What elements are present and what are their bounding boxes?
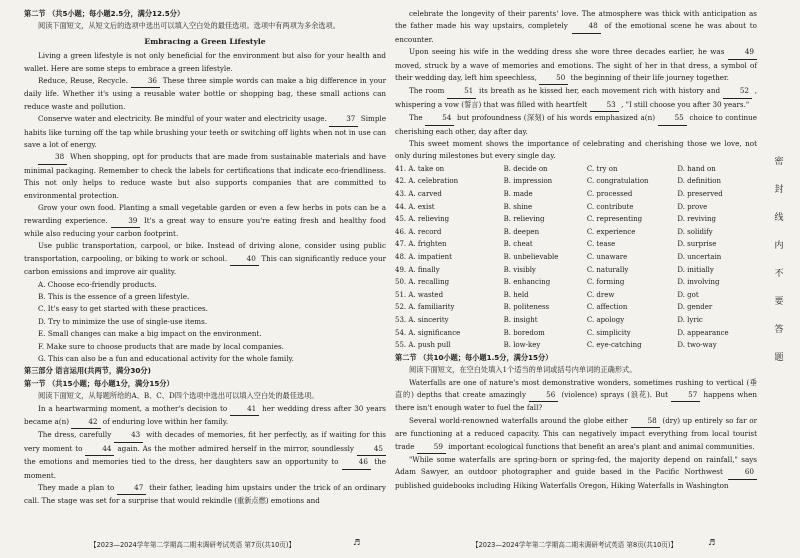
choice-option: C. forming	[586, 278, 625, 287]
paragraph-text: choice to continue cherishing each other, day after day.	[395, 113, 757, 136]
passage-paragraph	[24, 240, 386, 278]
option-item: B. This is the essence of a green lifestyle.	[38, 291, 190, 301]
cloze-blank: 47	[117, 482, 146, 495]
paragraph-text: Grow your own food. Planting a small vegetable garden or even a few herbs in pots can be a rewarding experience.	[24, 203, 386, 225]
paragraph-text: published guidebooks including Hiking Waterfalls Oregon, Hiking Waterfalls in Washington	[395, 480, 729, 490]
choice-option: 43. A. carved	[395, 190, 442, 199]
cloze-blank: 45	[357, 443, 386, 456]
choice-row	[395, 226, 757, 239]
fill-section-header: 第二节 （共10小题；每小题1.5分，满分15分）	[395, 352, 553, 362]
paragraph-text: In a heartwarming moment, a mother's decision to	[38, 403, 228, 413]
margin-character: 要	[774, 297, 784, 307]
paragraph-text: The room	[409, 86, 445, 96]
passage-paragraph	[24, 403, 386, 430]
paragraph-text: They made a plan to	[38, 483, 115, 493]
choice-option: D. preserved	[677, 190, 723, 199]
choice-option: B. unbelievable	[503, 253, 559, 262]
choice-option: C. processed	[586, 190, 633, 199]
choice-option: 44. A. exist	[395, 202, 435, 211]
passage-paragraph	[395, 138, 757, 163]
paragraph-text: The dress, carefully	[38, 430, 112, 440]
option-item: C. It's easy to get started with these practices.	[38, 304, 208, 314]
choice-option: C. congratulation	[586, 177, 649, 186]
margin-character: 题	[774, 353, 784, 363]
choice-option: B. low-key	[503, 341, 541, 350]
passage-paragraph	[24, 482, 386, 508]
reading-passage	[24, 50, 386, 278]
choice-option: D. initially	[677, 265, 714, 274]
answer-blank: 39	[111, 215, 140, 228]
choice-option: B. made	[503, 190, 533, 199]
cloze-blank: 42	[71, 416, 100, 429]
margin-character: 答	[774, 325, 784, 335]
sealing-line-margin	[770, 148, 788, 372]
section2-instructions: 阅读下面短文，从短文后的选项中选出可以填入空白处的最佳选项。选项中有两项为多余选项。	[38, 21, 340, 31]
paragraph-text: with decades of memories, fit her perfectly, as if waiting for this very moment to	[24, 430, 386, 453]
cloze-blank: 51	[447, 85, 476, 98]
cloze-blank: 54	[425, 112, 454, 125]
choice-option: D. involving	[677, 278, 720, 287]
paragraph-text: but profoundness (深刻) of his words emphasized a(n)	[457, 113, 656, 123]
paragraph-text: the moment.	[24, 457, 386, 480]
choice-option: B. impression	[503, 177, 553, 186]
cloze-blank: 46	[342, 456, 371, 469]
choice-option: B. relieving	[503, 215, 545, 224]
cloze-blank: 49	[728, 46, 757, 59]
passage-paragraph	[395, 377, 757, 415]
choice-option: D. uncertain	[677, 253, 722, 262]
choice-option: 50. A. recalling	[395, 278, 450, 287]
choice-option: B. insight	[503, 316, 538, 324]
choice-option: 49. A. finally	[395, 265, 440, 274]
fill-blank: 56	[529, 389, 558, 402]
choice-option: D. gender	[677, 303, 713, 312]
section1-header: 第一节 （共15小题；每小题1分，满分15分）	[24, 378, 174, 388]
paragraph-text: their father, leading him upstairs under the trick of an ordinary call. The stage was set for a surprise that would rekindle (重新点燃) emotions and	[24, 483, 386, 506]
choice-option: C. apology	[586, 316, 625, 324]
paragraph-text: This sweet moment shows the importance of celebrating and cherishing those we love, not only during milestones but every single day.	[395, 139, 757, 161]
choice-row	[395, 264, 757, 277]
right-column	[395, 8, 757, 492]
choice-option: C. tease	[586, 240, 616, 249]
paragraph-text: happens when there isn't enough water to fuel the fall?	[395, 390, 757, 413]
paragraph-text: Simple habits like turning off the tap while brushing your teeth or switching off lights when not in use can save a lot of energy.	[24, 114, 386, 150]
choice-option: 47. A. frighten	[395, 240, 447, 249]
choice-option: B. shine	[503, 202, 533, 211]
cloze-passage	[24, 403, 386, 508]
choice-option: B. enhancing	[503, 278, 551, 287]
choice-option: D. solidify	[677, 227, 713, 236]
answer-blank: 36	[131, 75, 160, 88]
paragraph-text: , whispering a vow (誓言) that was filled with heartfelt	[395, 86, 758, 109]
choice-option: 42. A. celebration	[395, 177, 459, 186]
passage-paragraph	[395, 85, 757, 112]
paragraph-text: These three simple words can make a big difference in your daily life. Whether it's using a reusable water bottle or shopping bag, these small actions can reduce waste and pollution.	[24, 76, 387, 111]
paragraph-text: her wedding dress after 30 years became a(n)	[24, 403, 386, 426]
choice-row	[395, 175, 757, 188]
choice-option: D. appearance	[677, 328, 729, 337]
choice-option: 45. A. relieving	[395, 215, 450, 224]
choice-table	[395, 163, 757, 352]
cloze-passage-continued	[395, 8, 757, 163]
paragraph-text: of the emotional scene he was about to encounter.	[395, 21, 757, 44]
answer-blank: 40	[230, 253, 259, 266]
choice-option: B. decide on	[503, 164, 548, 173]
paragraph-text: It's a great way to ensure you're eating fresh and healthy food while also reducing your carbon footprint.	[24, 215, 386, 238]
paragraph-text: again. As the mother admired herself in the mirror, soundlessly	[117, 443, 354, 453]
paragraph-text: its breath as he kissed her, each movement rich with history and	[478, 86, 721, 96]
choice-option: B. visibly	[503, 265, 536, 274]
choice-option: C. drew	[586, 290, 615, 299]
choice-option: 53. A. sincerity	[395, 316, 449, 324]
choice-row	[395, 289, 757, 302]
paragraph-text: , "I still choose you after 30 years."	[621, 99, 750, 109]
paragraph-text: Conserve water and electricity. Be mindful of your water and electricity usage.	[38, 114, 327, 124]
footer-left: 【2023—2024学年第二学期高二期末调研考试英语 第7页(共10页)】	[90, 541, 296, 549]
choice-option: C. affection	[586, 303, 628, 312]
music-note-icon: ♬	[708, 538, 716, 547]
choice-option: C. contribute	[586, 202, 634, 211]
passage-paragraph	[24, 151, 386, 202]
fill-blank: 59	[417, 441, 446, 454]
paragraph-text: of enduring love within her family.	[102, 417, 229, 426]
paragraph-text: the emotions and memories tied to the dress, her daughters saw an opportunity to	[24, 457, 339, 467]
passage-paragraph	[24, 75, 386, 113]
choice-option: D. two-way	[677, 341, 717, 350]
passage-paragraph	[395, 454, 757, 492]
paragraph-text: Use public transportation, carpool, or bike. Instead of driving alone, consider using public transportation, carpooling, or biking to work or school.	[24, 241, 386, 263]
passage-paragraph	[24, 202, 386, 240]
paragraph-text: Reduce, Reuse, Recycle.	[38, 76, 129, 86]
cloze-blank: 53	[590, 99, 619, 112]
cloze-blank: 43	[114, 429, 143, 442]
passage-title: Embracing a Green Lifestyle	[144, 36, 266, 46]
choice-option: C. eye-catching	[586, 341, 642, 350]
cloze-blank: 55	[658, 112, 687, 125]
option-item: F. Make sure to choose products that are made by local companies.	[38, 341, 284, 351]
choice-option: B. cheat	[503, 240, 533, 249]
choice-row	[395, 251, 757, 264]
choice-option: D. got	[677, 290, 699, 299]
choice-option: D. lyric	[677, 316, 703, 324]
choice-row	[395, 339, 757, 352]
passage-paragraph	[395, 8, 757, 46]
choice-option: 54. A. significance	[395, 328, 461, 337]
choice-option: B. deepen	[503, 227, 540, 236]
paragraph-text: This can significantly reduce your carbon emissions and improve air quality.	[24, 253, 387, 277]
cloze-blank: 44	[85, 443, 114, 456]
choice-option: B. politeness	[503, 303, 550, 312]
choice-option: 52. A. familiarity	[395, 303, 455, 312]
fill-passage	[395, 377, 757, 493]
paragraph-text: (dry) up entirely so far or are functioning at a reduced capacity. This can negatively impact everything from local tourist trade	[395, 415, 758, 451]
choice-option: D. reviving	[677, 215, 717, 224]
choice-row	[395, 188, 757, 201]
choice-option: C. representing	[586, 215, 643, 224]
choice-option: 55. A. push pull	[395, 341, 451, 350]
choice-option: B. held	[503, 290, 529, 299]
choice-option: 48. A. impatient	[395, 253, 452, 262]
answer-blank: 38	[38, 151, 67, 164]
choice-option: D. hand on	[677, 164, 716, 173]
option-item: A. Choose eco-friendly products.	[38, 279, 157, 289]
choice-option: B. boredom	[503, 328, 545, 337]
passage-paragraph	[24, 50, 386, 75]
footer-right: 【2023—2024学年第二学期高二期末调研考试英语 第8页(共10页)】	[472, 541, 678, 549]
cloze-blank: 41	[230, 403, 259, 416]
paragraph-text: the beginning of their life journey together.	[570, 73, 729, 83]
answer-blank: 37	[329, 113, 358, 126]
choice-row	[395, 163, 757, 176]
choice-option: C. simplicity	[586, 328, 631, 337]
music-note-icon: ♬	[353, 538, 361, 547]
choice-option: C. try on	[586, 164, 618, 173]
section2-header: 第二节 （共5小题；每小题2.5分，满分12.5分）	[24, 9, 185, 18]
paragraph-text: The	[409, 113, 423, 123]
paragraph-text: (violence) sprays (浪花). But	[561, 390, 669, 399]
paragraph-text: moved, struck by a wave of memories and emotions. The sight of her in that dress, a symbol of their wedding day, left him speechless,	[395, 60, 757, 83]
margin-character: 线	[774, 213, 784, 223]
paragraph-text: important ecological functions that benefit an area's plant and animal communities.	[448, 441, 755, 451]
fill-blank: 60	[728, 466, 757, 479]
answer-options	[24, 279, 386, 366]
choice-option: D. definition	[677, 177, 721, 186]
choice-option: D. prove	[677, 202, 708, 211]
section1-instructions: 阅读下面短文，从每题所给的A、B、C、D四个选项中选出可以填入空白处的最佳选项。	[38, 391, 319, 401]
fill-section-instructions: 阅读下面短文，在空白处填入1个适当的单词或括号内单词的正确形式。	[409, 365, 637, 375]
cloze-blank: 52	[723, 85, 752, 98]
passage-paragraph	[395, 415, 757, 454]
choice-row	[395, 327, 757, 340]
choice-option: C. naturally	[586, 265, 629, 274]
margin-character: 内	[774, 241, 784, 251]
choice-row	[395, 201, 757, 214]
paragraph-text: When shopping, opt for products that are made from sustainable materials and have minimal packaging. Remember to check the labels for certifications that indicate eco-friendliness. This not only helps to reduce waste but also supports companies that are committed to environmental protection.	[24, 152, 386, 200]
choice-option: 41. A. take on	[395, 164, 445, 173]
choice-row	[395, 314, 757, 327]
paragraph-text: Living a green lifestyle is not only beneficial for the environment but also for your health and wallet. Here are some steps to embrace a green lifestyle.	[24, 51, 386, 73]
paragraph-text: Upon seeing his wife in the wedding dress she wore three decades earlier, he was	[409, 47, 725, 57]
choice-row	[395, 213, 757, 226]
choice-option: C. experience	[586, 227, 636, 236]
choice-row	[395, 301, 757, 314]
margin-character: 不	[774, 269, 784, 279]
cloze-blank: 48	[572, 20, 601, 33]
passage-paragraph	[24, 429, 386, 482]
left-column	[24, 8, 386, 508]
part3-header: 第三部分 语言运用(共两节，满分30分)	[24, 366, 151, 376]
paragraph-text: Several world-renowned waterfalls around the globe either	[409, 415, 628, 425]
choice-option: 46. A. record	[395, 227, 442, 236]
choice-option: 51. A. wasted	[395, 290, 444, 299]
choice-row	[395, 238, 757, 251]
paragraph-text: celebrate the longevity of their parents' love. The atmosphere was thick with anticipation as the father made his way upstairs, completely	[395, 9, 757, 31]
option-item: G. This can also be a fun and educational activity for the whole family.	[38, 353, 294, 363]
passage-paragraph	[24, 113, 386, 151]
passage-paragraph	[395, 112, 757, 138]
option-item: E. Small changes can make a big impact on the environment.	[38, 329, 262, 339]
fill-blank: 57	[671, 389, 700, 402]
option-item: D. Try to minimize the use of single-use items.	[38, 316, 208, 326]
fill-blank: 58	[631, 415, 660, 428]
cloze-blank: 50	[539, 72, 568, 85]
passage-paragraph	[395, 46, 757, 85]
paragraph-text: "While some waterfalls are spring-born or spring-fed, the majority depend on rainfall," says Adam Sawyer, an outdoor photographer and guide based in the Pacific Northwest	[395, 455, 757, 477]
choice-option: D. surprise	[677, 240, 717, 249]
choice-row	[395, 276, 757, 289]
margin-character: 密	[774, 157, 784, 167]
choice-option: C. unaware	[586, 253, 628, 262]
margin-character: 封	[774, 185, 784, 195]
paragraph-text: Waterfalls are one of nature's most demonstrative wonders, sometimes rushing to vertical (垂直的) depths that create amazingly	[395, 377, 757, 399]
